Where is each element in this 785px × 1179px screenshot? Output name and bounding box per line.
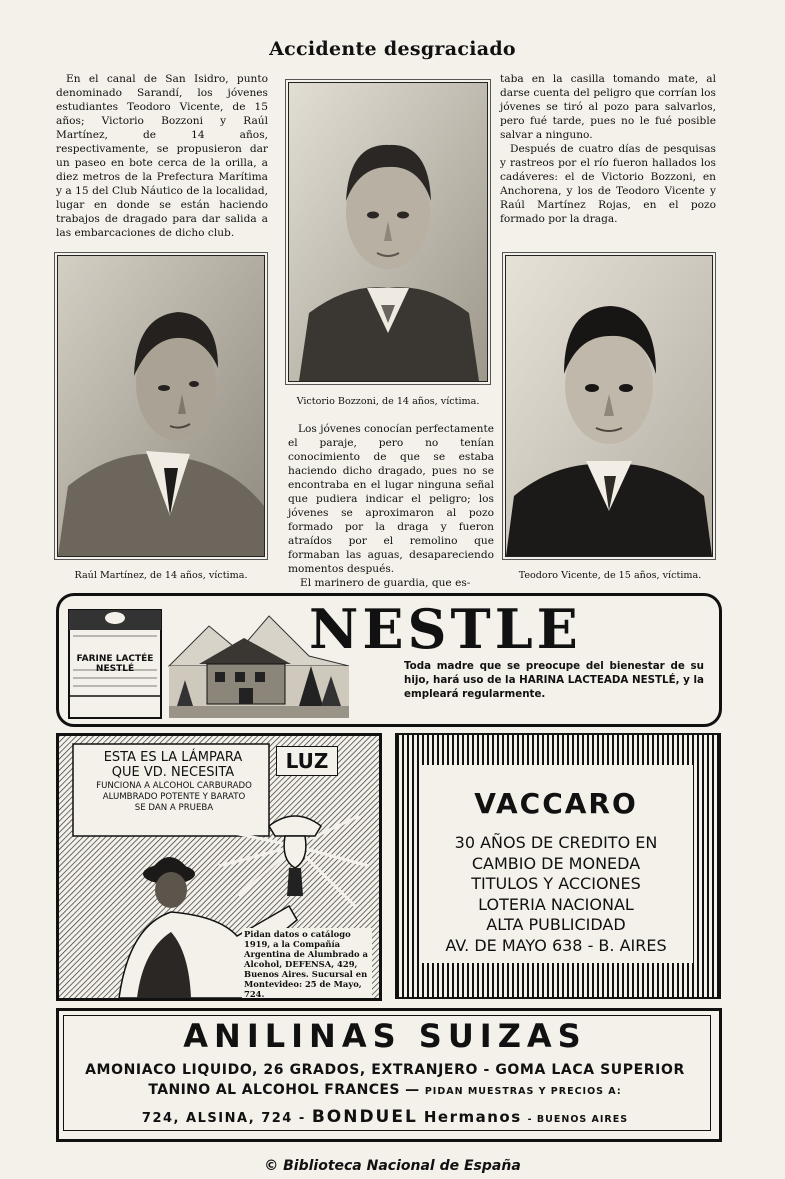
luz-subtext-line: FUNCIONA A ALCOHOL CARBURADO: [96, 781, 252, 791]
anilinas-company: BONDUEL: [311, 1107, 418, 1127]
anilinas-city: - BUENOS AIRES: [527, 1114, 629, 1125]
article-paragraph: Después de cuatro días de pesquisas y rastreos por el río fueron hallados los cadáveres: el de Victorio Bozzoni, en Anchorena, y los de Teodoro Vicente y Raúl Martínez Rojas, en el pozo formado por la draga.: [500, 143, 716, 225]
anilinas-request: PIDAN MUESTRAS Y PRECIOS A:: [424, 1086, 622, 1097]
vaccaro-address: AV. DE MAYO 638 - B. AIRES: [445, 935, 667, 955]
anilinas-title: ANILINAS SUIZAS: [183, 1017, 587, 1055]
vaccaro-line: CAMBIO DE MONEDA: [471, 853, 641, 873]
luz-subtext-line: ALUMBRADO POTENTE Y BARATO: [102, 792, 246, 802]
luz-fine-print: Pidan datos o catálogo 1919, a la Compañía Argentina de Alumbrado a Alcohol, DEFENSA, 429, Buenos Aires. Sucursal en Montevideo: 25 de Mayo, 724.: [242, 928, 372, 1000]
article-paragraph: taba en la casilla tomando mate, al darse cuenta del peligro que corrían los jóvenes se tiró al pozo para salvarlos, pero fué tarde, pues no le fué posible salvar a ninguno.: [500, 73, 716, 141]
article-paragraph: Los jóvenes conocían perfectamente el paraje, pero no tenían conocimiento de que se estaba haciendo dicho dragado, pues no se encontraba en el lugar ninguna señal que pudiera indicar el peligro; los jóvenes se aproximaron al pozo formado por la draga y fueron atraídos por el remolino que formaban las aguas, desapareciendo momentos después.: [288, 423, 494, 575]
nestle-can-label: FARINE LACTÉE NESTLÉ: [76, 654, 154, 674]
article-column-left: [56, 72, 268, 240]
article-paragraph: El marinero de guardia, que es-: [300, 577, 471, 589]
ad-luz-lamp: [56, 733, 382, 1001]
anilinas-company-suffix: Hermanos: [423, 1108, 522, 1126]
luz-brand-label: LUZ: [276, 746, 338, 776]
photo-caption: Raúl Martínez, de 14 años, víctima.: [74, 570, 248, 581]
article-paragraph: En el canal de San Isidro, punto denominado Sarandí, los jóvenes estudiantes Teodoro Vicente, de 15 años; Victorio Bozzoni y Raúl Martínez, de 14 años, respectivamente, se propusieron dar un paseo en bote cerca de la orilla, a diez metros de la Prefectura Marítima y a 15 del Club Náutico de la localidad, lugar en donde se están haciendo trabajos de dragado para dar salida a las embarcaciones de dicho club.: [56, 73, 268, 239]
anilinas-products-line: AMONIACO LIQUIDO, 26 GRADOS, EXTRANJERO - GOMA LACA SUPERIOR: [85, 1062, 685, 1078]
page-title: Accidente desgraciado: [269, 38, 516, 60]
ad-nestle: [56, 593, 722, 727]
luz-headline: [81, 750, 265, 780]
vaccaro-services: [419, 833, 693, 956]
photo-caption: Victorio Bozzoni, de 14 años, víctima.: [296, 396, 480, 407]
photo-caption: Teodoro Vicente, de 15 años, víctima.: [518, 570, 702, 581]
ad-vaccaro: [395, 733, 721, 999]
anilinas-product: TANINO AL ALCOHOL FRANCES —: [148, 1082, 420, 1098]
luz-headline-line: QUE VD. NECESITA: [111, 765, 235, 780]
vaccaro-line: TITULOS Y ACCIONES: [471, 874, 641, 893]
copyright-notice: © Biblioteca Nacional de España: [264, 1158, 521, 1174]
vaccaro-line: 30 AÑOS DE CREDITO EN: [454, 833, 658, 852]
photo-raul-martinez: [57, 255, 265, 557]
photo-teodoro-vicente: [505, 255, 713, 557]
article-column-middle: [288, 422, 494, 590]
ad-anilinas-suizas: [56, 1008, 722, 1142]
photo-victorio-bozzoni: [288, 82, 488, 382]
anilinas-products-line: [59, 1082, 711, 1098]
vaccaro-name: VACCARO: [474, 787, 638, 820]
luz-headline-line: ESTA ES LA LÁMPARA: [103, 750, 243, 765]
luz-subtext: [77, 781, 271, 814]
article-column-right: [500, 72, 716, 226]
nestle-logo: NESTLE: [309, 597, 582, 661]
vaccaro-panel: [419, 765, 693, 963]
anilinas-address: 724, ALSINA, 724 -: [141, 1111, 306, 1126]
vaccaro-line: LOTERIA NACIONAL: [478, 894, 634, 914]
luz-subtext-line: SE DAN A PRUEBA: [134, 803, 214, 813]
vaccaro-line: ALTA PUBLICIDAD: [486, 915, 626, 934]
anilinas-address-line: [59, 1107, 711, 1127]
nestle-ad-text: Toda madre que se preocupe del bienestar de su hijo, hará uso de la HARINA LACTEADA NESTLÉ, y la empleará regularmente.: [404, 660, 704, 700]
